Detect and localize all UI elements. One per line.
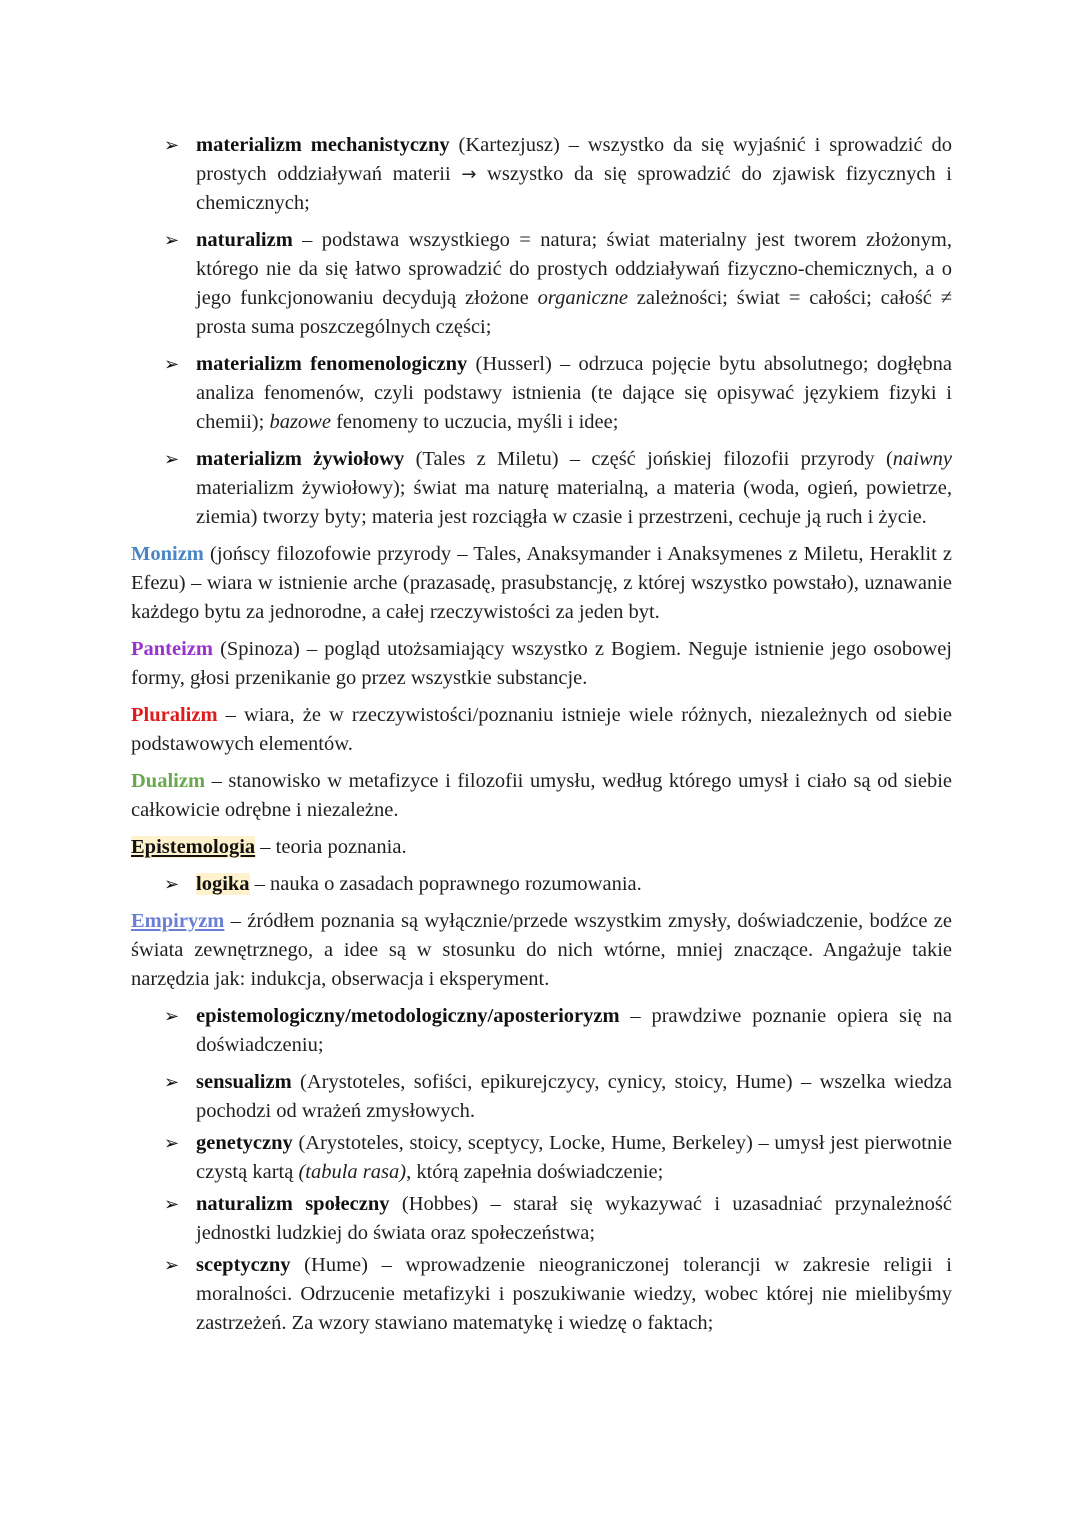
list-item-naturalizm-spoleczny <box>131 1190 952 1248</box>
definition-text: (Kartezjusz) – wszystko da się wyjaśnić i sprowadzić do prostych oddziaływań materii <box>196 134 952 185</box>
definition-text: – nauka o zasadach poprawnego rozumowania. <box>249 873 642 895</box>
term-empiryzm: Empiryzm <box>131 910 225 932</box>
arrowhead-bullet-icon: ➢ <box>164 449 180 470</box>
paragraph-monizm <box>131 540 952 627</box>
definition-text: fenomeny to uczucia, myśli i idee; <box>330 411 619 433</box>
arrowhead-bullet-icon: ➢ <box>164 1194 180 1215</box>
definition-text: – podstawa wszystkiego = natura; świat materialny jest tworem złożonym, którego nie da się łatwo sprowadzić do prostych oddziaływań fizyczno-chemicznych, a o jego funkcjonowaniu decydują złożone <box>196 229 952 309</box>
definition-text: wszystko da się sprowadzić do zjawisk fizycznych i chemicznych; <box>196 163 952 214</box>
list-item-sceptyczny <box>131 1251 952 1338</box>
definition-text: (Arystoteles, stoicy, sceptycy, Locke, Hume, Berkeley) – umysł jest pierwotnie czystą kartą <box>196 1132 952 1183</box>
document-page <box>131 131 952 1341</box>
definition-text: zależności; świat = całości; całość ≠ prosta suma poszczególnych części; <box>196 287 952 338</box>
term: materializm mechanistyczny <box>196 134 450 156</box>
term-dualizm: Dualizm <box>131 770 206 792</box>
definition-text: (Hume) – wprowadzenie nieograniczonej tolerancji w zakresie religii i moralności. Odrzucenie metafizyki i poszukiwanie wiedzy, wobec której nie mielibyśmy zastrzeżeń. Za wzory stawiano matematykę i wiedzę o faktach; <box>196 1254 952 1334</box>
definition-text: , którą zapełnia doświadczenie; <box>406 1161 664 1183</box>
arrowhead-bullet-icon: ➢ <box>164 1006 180 1027</box>
term: naturalizm społeczny <box>196 1193 390 1215</box>
term: materializm fenomenologiczny <box>196 353 468 375</box>
definition-text: – źródłem poznania są wyłącznie/przede wszystkim zmysły, doświadczenie, bodźce ze świata zewnętrznego, a idee są w stosunku do nich wtórne, mniej znaczące. Angażuje takie narzędzia jak: indukcja, obserwacja i eksperyment. <box>131 910 952 990</box>
paragraph-dualizm <box>131 767 952 825</box>
arrowhead-bullet-icon: ➢ <box>164 135 180 156</box>
right-arrow-icon: → <box>461 164 477 185</box>
arrowhead-bullet-icon: ➢ <box>164 354 180 375</box>
list-item-logika <box>131 870 952 899</box>
paragraph-empiryzm <box>131 907 952 994</box>
arrowhead-bullet-icon: ➢ <box>164 1072 180 1093</box>
definition-text: (Arystoteles, sofiści, epikurejczycy, cynicy, stoicy, Hume) – wszelka wiedza pochodzi od wrażeń zmysłowych. <box>196 1071 952 1122</box>
list-item-aposterioryzm <box>131 1002 952 1060</box>
definition-text: (Hobbes) – starał się wykazywać i uzasadniać przynależność jednostki ludzkiej do świata oraz społeczeństwa; <box>196 1193 952 1244</box>
list-item-naturalizm <box>131 226 952 342</box>
list-item-materializm-zywiolowy <box>131 445 952 532</box>
definition-text: (Spinoza) – pogląd utożsamiający wszystko z Bogiem. Neguje istnienie jego osobowej formy, głosi przenikanie go przez wszystkie substancje. <box>131 638 952 689</box>
term: genetyczny <box>196 1132 293 1154</box>
definition-text: (jońscy filozofowie przyrody – Tales, Anaksymander i Anaksymenes z Miletu, Heraklit z Efezu) – wiara w istnienie arche (prazasadę, prasubstancję, z której wszystko powstało), uznawanie każdego bytu za jednorodne, a całej rzeczywistości za jeden byt. <box>131 543 952 623</box>
term: epistemologiczny/metodologiczny/aposterioryzm <box>196 1005 620 1027</box>
emphasis: organiczne <box>537 287 628 309</box>
definition-text: – stanowisko w metafizyce i filozofii umysłu, według którego umysł i ciało są od siebie całkowicie odrębne i niezależne. <box>131 770 952 821</box>
term-monizm: Monizm <box>131 543 204 565</box>
paragraph-epistemologia <box>131 833 952 862</box>
paragraph-pluralizm <box>131 701 952 759</box>
term-pluralizm: Pluralizm <box>131 704 218 726</box>
term: naturalizm <box>196 229 293 251</box>
term: logika <box>196 873 250 895</box>
list-item-genetyczny <box>131 1129 952 1187</box>
emphasis: bazowe <box>269 411 331 433</box>
definition-text: – teoria poznania. <box>255 836 407 858</box>
definition-text: – prawdziwe poznanie opiera się na doświadczeniu; <box>196 1005 952 1056</box>
paragraph-panteizm <box>131 635 952 693</box>
emphasis: (tabula rasa) <box>298 1161 407 1183</box>
arrowhead-bullet-icon: ➢ <box>164 874 180 895</box>
arrowhead-bullet-icon: ➢ <box>164 230 180 251</box>
term: sensualizm <box>196 1071 292 1093</box>
definition-text: (Tales z Miletu) – część jońskiej filozofii przyrody ( <box>404 448 893 470</box>
term-epistemologia: Epistemologia <box>131 836 256 858</box>
term: materializm żywiołowy <box>196 448 405 470</box>
arrowhead-bullet-icon: ➢ <box>164 1133 180 1154</box>
term-panteizm: Panteizm <box>131 638 213 660</box>
emphasis: naiwny <box>892 448 952 470</box>
list-item-sensualizm <box>131 1068 952 1126</box>
arrowhead-bullet-icon: ➢ <box>164 1255 180 1276</box>
term: sceptyczny <box>196 1254 291 1276</box>
definition-text: – wiara, że w rzeczywistości/poznaniu istnieje wiele różnych, niezależnych od siebie podstawowych elementów. <box>131 704 952 755</box>
list-item-materializm-mechanistyczny <box>131 131 952 218</box>
list-item-materializm-fenomenologiczny <box>131 350 952 437</box>
definition-text: (Husserl) – odrzuca pojęcie bytu absolutnego; dogłębna analiza fenomenów, czyli podstawy istnienia (te dające się opisywać językiem fizyki i chemii); <box>196 353 952 433</box>
definition-text: materializm żywiołowy); świat ma naturę materialną, a materia (woda, ogień, powietrze, ziemia) tworzy byty; materia jest rozciągła w czasie i przestrzeni, cechuje ją ruch i życie. <box>196 477 952 528</box>
